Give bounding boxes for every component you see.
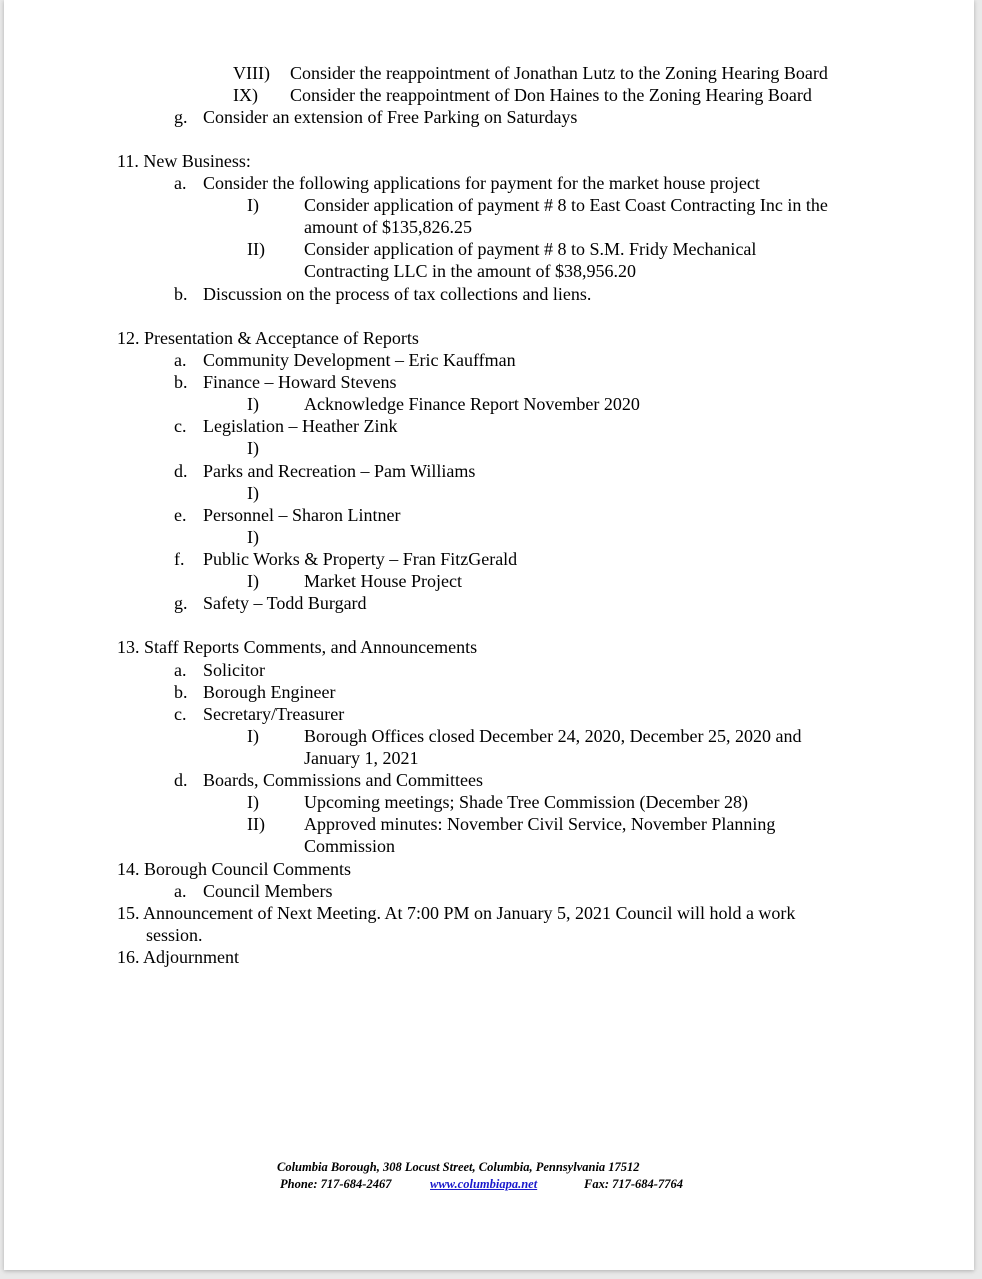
- item-marker: d.: [174, 461, 188, 481]
- item-marker: IX): [233, 85, 258, 105]
- item-marker: I): [247, 527, 259, 547]
- section-heading: 16. Adjournment: [117, 947, 239, 967]
- item-marker: VIII): [233, 63, 270, 83]
- document-page: [4, 0, 974, 1270]
- item-marker: I): [247, 792, 259, 812]
- item-text: Consider the following applications for payment for the market house project: [203, 173, 760, 193]
- section-heading: 15. Announcement of Next Meeting. At 7:00 PM on January 5, 2021 Council will hold a work: [117, 903, 796, 923]
- item-text: Community Development – Eric Kauffman: [203, 350, 516, 370]
- section-heading: 11. New Business:: [117, 151, 251, 171]
- item-text: Consider an extension of Free Parking on Saturdays: [203, 107, 578, 127]
- footer-website[interactable]: [430, 1176, 537, 1192]
- item-marker: a.: [174, 173, 187, 193]
- section-heading: 12. Presentation & Acceptance of Reports: [117, 328, 419, 348]
- item-text: Market House Project: [304, 571, 462, 591]
- item-text: Council Members: [203, 881, 333, 901]
- item-marker: g.: [174, 107, 188, 127]
- item-marker: b.: [174, 372, 188, 392]
- item-text: Borough Engineer: [203, 682, 336, 702]
- item-text: Upcoming meetings; Shade Tree Commission (December 28): [304, 792, 748, 812]
- item-marker: I): [247, 571, 259, 591]
- item-text: Commission: [304, 836, 396, 856]
- item-text: Borough Offices closed December 24, 2020, December 25, 2020 and: [304, 726, 802, 746]
- item-text: Boards, Commissions and Committees: [203, 770, 484, 790]
- item-text: Acknowledge Finance Report November 2020: [304, 394, 640, 414]
- item-marker: e.: [174, 505, 187, 525]
- item-marker: c.: [174, 416, 187, 436]
- item-marker: a.: [174, 881, 187, 901]
- item-marker: I): [247, 726, 259, 746]
- item-text: Secretary/Treasurer: [203, 704, 345, 724]
- item-text: Discussion on the process of tax collections and liens.: [203, 284, 592, 304]
- footer-address: Columbia Borough, 308 Locust Street, Columbia, Pennsylvania 17512: [277, 1160, 640, 1174]
- item-marker: II): [247, 814, 265, 834]
- item-text: amount of $135,826.25: [304, 217, 472, 237]
- item-marker: I): [247, 438, 259, 458]
- item-marker: b.: [174, 682, 188, 702]
- section-heading: 13. Staff Reports Comments, and Announcements: [117, 637, 478, 657]
- item-text: Parks and Recreation – Pam Williams: [203, 461, 476, 481]
- item-text: Contracting LLC in the amount of $38,956.20: [304, 261, 636, 281]
- item-marker: I): [247, 195, 259, 215]
- footer-fax: Fax: 717-684-7764: [584, 1177, 683, 1191]
- item-text: Safety – Todd Burgard: [203, 593, 367, 613]
- item-text: Consider the reappointment of Jonathan Lutz to the Zoning Hearing Board: [290, 63, 828, 83]
- item-marker: d.: [174, 770, 188, 790]
- item-text: Approved minutes: November Civil Service, November Planning: [304, 814, 776, 834]
- item-text: Personnel – Sharon Lintner: [203, 505, 401, 525]
- item-text: Consider the reappointment of Don Haines to the Zoning Hearing Board: [290, 85, 812, 105]
- website-link[interactable]: www.columbiapa.net: [430, 1177, 538, 1191]
- item-marker: a.: [174, 660, 187, 680]
- item-text: January 1, 2021: [304, 748, 419, 768]
- item-marker: g.: [174, 593, 188, 613]
- item-marker: f.: [174, 549, 185, 569]
- item-marker: II): [247, 239, 265, 259]
- section-text: session.: [146, 925, 203, 945]
- item-marker: c.: [174, 704, 187, 724]
- item-text: Consider application of payment # 8 to S.M. Fridy Mechanical: [304, 239, 757, 259]
- item-marker: I): [247, 394, 259, 414]
- item-text: Solicitor: [203, 660, 265, 680]
- item-marker: a.: [174, 350, 187, 370]
- item-text: Public Works & Property – Fran FitzGerald: [203, 549, 518, 569]
- footer-phone: Phone: 717-684-2467: [280, 1177, 392, 1191]
- item-marker: b.: [174, 284, 188, 304]
- item-text: Finance – Howard Stevens: [203, 372, 397, 392]
- item-text: Consider application of payment # 8 to East Coast Contracting Inc in the: [304, 195, 828, 215]
- item-marker: I): [247, 483, 259, 503]
- item-text: Legislation – Heather Zink: [203, 416, 398, 436]
- section-heading: 14. Borough Council Comments: [117, 859, 351, 879]
